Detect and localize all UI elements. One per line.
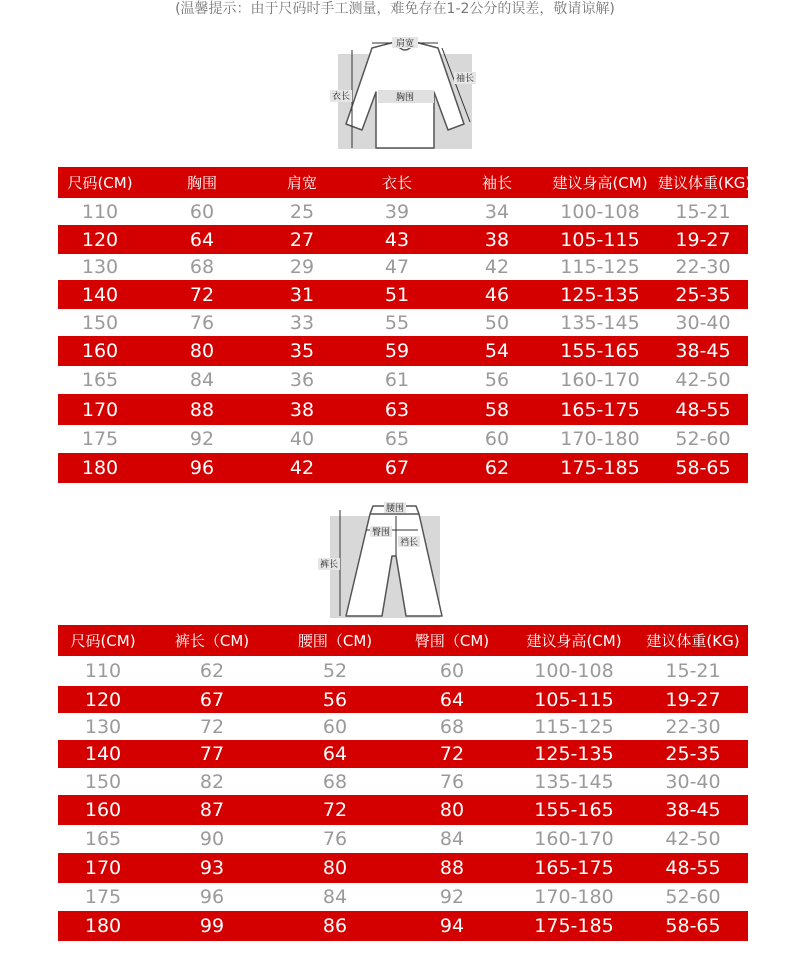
table-cell: 180 [81,457,119,479]
header-cell: 臀围（CM) [414,632,490,650]
table-cell: 80 [322,857,348,879]
length-label: 衣长 [331,92,351,102]
header-cell: 尺码(CM) [67,174,133,192]
table-cell: 58-65 [675,457,731,479]
table-cell: 72 [322,799,348,821]
table-cell: 43 [384,228,410,251]
table-cell: 76 [189,311,215,334]
table-cell: 105-115 [560,228,640,251]
table-cell: 170-180 [534,886,614,908]
table-cell: 68 [439,715,465,738]
table-cell: 56 [322,688,348,711]
table-cell: 84 [189,369,215,391]
table-cell: 86 [322,915,348,937]
waist-label: 腰围 [385,504,405,514]
table-cell: 58 [484,398,510,421]
table-cell: 72 [189,283,215,306]
table-cell: 40 [289,428,315,450]
table-cell: 15-21 [675,200,731,223]
table-cell: 135-145 [560,311,640,334]
table-row [58,740,748,768]
header-cell: 建议身高(CM) [526,632,622,650]
table-cell: 84 [439,828,465,850]
table-header-row [58,625,748,656]
table-cell: 100-108 [560,200,640,223]
table-header-row [58,167,752,198]
table-cell: 52 [322,660,348,682]
table-cell: 46 [484,283,510,306]
table-cell: 80 [189,340,215,362]
table-cell: 25 [289,200,315,223]
table-cell: 155-165 [534,799,614,821]
table-cell: 60 [189,200,215,223]
table-cell: 67 [384,457,410,479]
table-cell: 39 [384,200,410,223]
table-cell: 94 [439,915,465,937]
table-row [58,853,748,883]
chest-label: 胸围 [395,93,415,103]
table-cell: 42-50 [665,828,721,850]
table-row [58,280,748,309]
table-row [58,656,748,686]
table-cell: 140 [81,283,119,306]
table-cell: 150 [84,770,122,793]
table-cell: 38 [289,398,315,421]
table-cell: 160-170 [560,369,640,391]
table-cell: 60 [439,660,465,682]
table-cell: 38-45 [675,340,731,362]
table-cell: 160-170 [534,828,614,850]
table-row [58,198,748,225]
table-row [58,795,748,825]
table-cell: 93 [199,857,225,879]
table-row [58,366,748,394]
table-cell: 38 [484,228,510,251]
header-cell: 尺码(CM) [70,632,136,650]
table-row [58,825,748,853]
table-cell: 80 [439,799,465,821]
table-cell: 72 [439,743,465,765]
table-cell: 22-30 [665,715,721,738]
table-cell: 165 [84,828,122,850]
table-cell: 130 [81,256,119,278]
table-cell: 110 [84,660,122,682]
header-cell: 腰围（CM) [297,632,373,650]
table-cell: 120 [84,688,122,711]
table-cell: 51 [384,283,410,306]
table-cell: 125-135 [560,283,640,306]
table-cell: 15-21 [665,660,721,682]
table-cell: 170 [84,857,122,879]
table-row [58,686,748,713]
shoulder-label: 肩宽 [395,39,415,49]
table-row [58,453,748,483]
table-cell: 50 [484,311,510,334]
table-cell: 38-45 [665,799,721,821]
table-cell: 87 [199,799,225,821]
table-cell: 76 [439,770,465,793]
table-cell: 22-30 [675,256,731,278]
table-cell: 115-125 [534,715,614,738]
table-cell: 65 [384,428,410,450]
table-cell: 96 [199,886,225,908]
table-cell: 160 [81,340,119,362]
table-cell: 160 [84,799,122,821]
table-cell: 19-27 [665,688,721,711]
table-cell: 64 [439,688,465,711]
header-cell: 建议体重(KG) [646,632,740,650]
table-row [58,254,748,280]
table-cell: 165-175 [534,857,614,879]
table-cell: 36 [289,369,315,391]
table-cell: 48-55 [665,857,721,879]
header-cell: 建议身高(CM) [552,174,648,192]
table-cell: 72 [199,715,225,738]
table-cell: 105-115 [534,688,614,711]
table-row [58,309,748,336]
table-cell: 42 [289,457,315,479]
table-cell: 60 [322,715,348,738]
measurement-notice: (温馨提示：由于尺码时手工测量，难免存在1-2公分的误差，敬请谅解) [175,1,615,17]
pants-length-label: 裤长 [319,560,339,570]
table-cell: 42-50 [675,369,731,391]
table-cell: 175-185 [534,915,614,937]
table-cell: 115-125 [560,256,640,278]
table-cell: 165 [81,369,119,391]
table-cell: 52-60 [665,886,721,908]
table-cell: 68 [322,770,348,793]
table-cell: 55 [384,311,410,334]
table-cell: 92 [439,886,465,908]
table-cell: 63 [384,398,410,421]
table-cell: 62 [199,660,225,682]
table-row [58,713,748,740]
table-row [58,425,748,453]
table-cell: 25-35 [665,743,721,765]
table-cell: 77 [199,743,225,765]
table-cell: 88 [439,857,465,879]
table-cell: 59 [384,340,410,362]
pants-size-table [58,625,748,941]
header-cell: 袖长 [481,174,512,192]
table-cell: 135-145 [534,770,614,793]
table-cell: 84 [322,886,348,908]
top-size-table [58,167,752,483]
table-cell: 35 [289,340,315,362]
table-cell: 110 [81,200,119,223]
table-cell: 170-180 [560,428,640,450]
table-row [58,911,748,941]
table-cell: 100-108 [534,660,614,682]
header-cell: 建议体重(KG) [658,174,752,192]
table-cell: 88 [189,398,215,421]
header-cell: 裤长（CM) [174,632,250,650]
header-cell: 肩宽 [286,174,317,192]
table-cell: 130 [84,715,122,738]
table-cell: 58-65 [665,915,721,937]
table-cell: 140 [84,743,122,765]
crotch-label: 裆长 [399,538,419,548]
table-cell: 30-40 [675,311,731,334]
table-cell: 19-27 [675,228,731,251]
table-cell: 68 [189,256,215,278]
table-cell: 180 [84,915,122,937]
table-cell: 120 [81,228,119,251]
sleeve-label: 袖长 [455,74,475,84]
table-cell: 42 [484,256,510,278]
table-cell: 125-135 [534,743,614,765]
table-cell: 82 [199,770,225,793]
table-cell: 60 [484,428,510,450]
table-cell: 56 [484,369,510,391]
table-cell: 175 [84,886,122,908]
hip-label: 臀围 [371,528,391,538]
table-cell: 67 [199,688,225,711]
table-row [58,768,748,795]
header-cell: 胸围 [186,174,217,192]
table-cell: 76 [322,828,348,850]
table-cell: 62 [484,457,510,479]
table-cell: 31 [289,283,315,306]
table-cell: 99 [199,915,225,937]
table-cell: 27 [289,228,315,251]
table-cell: 64 [189,228,215,251]
table-cell: 54 [484,340,510,362]
table-cell: 150 [81,311,119,334]
table-cell: 47 [384,256,410,278]
header-cell: 衣长 [381,174,412,192]
table-cell: 30-40 [665,770,721,793]
table-cell: 34 [484,200,510,223]
table-cell: 170 [81,398,119,421]
table-row [58,225,748,254]
table-cell: 96 [189,457,215,479]
table-cell: 52-60 [675,428,731,450]
table-cell: 175-185 [560,457,640,479]
table-cell: 165-175 [560,398,640,421]
table-row [58,394,748,425]
table-cell: 90 [199,828,225,850]
table-cell: 175 [81,428,119,450]
table-row [58,336,748,366]
table-cell: 61 [384,369,410,391]
table-cell: 155-165 [560,340,640,362]
top-garment-diagram [330,36,480,156]
table-cell: 64 [322,743,348,765]
table-row [58,883,748,911]
table-cell: 33 [289,311,315,334]
table-cell: 25-35 [675,283,731,306]
table-cell: 29 [289,256,315,278]
table-cell: 92 [189,428,215,450]
table-cell: 48-55 [675,398,731,421]
pants-diagram [318,500,448,620]
